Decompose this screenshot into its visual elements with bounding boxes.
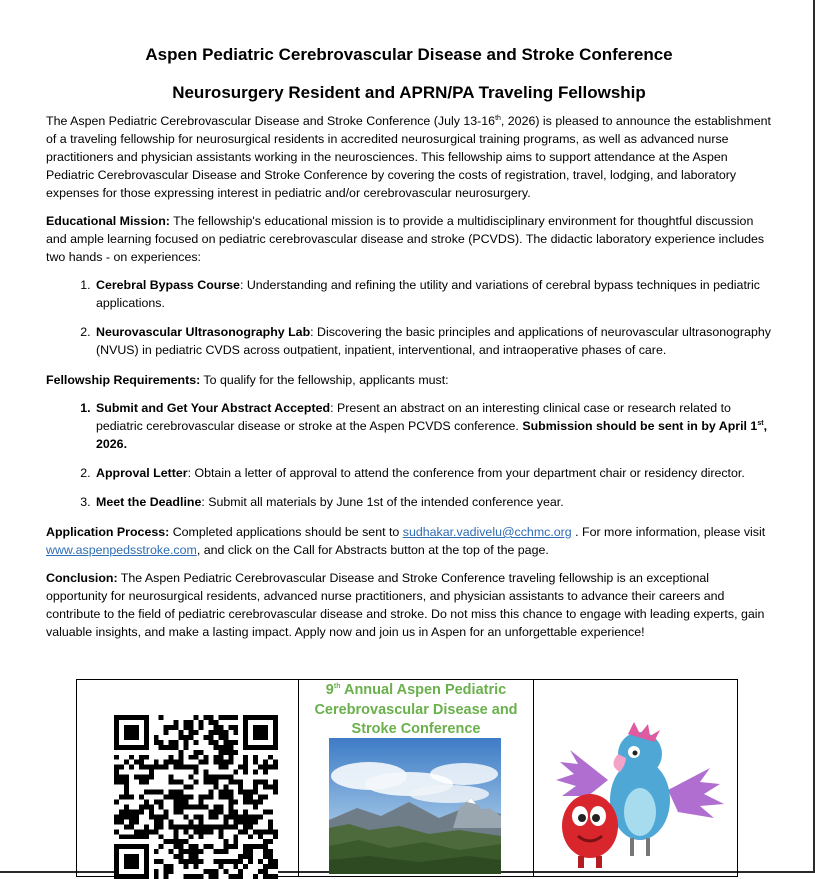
image-table [76, 679, 738, 877]
document-title: Aspen Pediatric Cerebrovascular Disease and Stroke Conference [145, 45, 673, 64]
mountain-photo [329, 738, 501, 874]
list-item-text: : Discovering the basic principles and applications of neurovascular ultrasonography (NVUS) in pediatric CVDS across outpatient, inpatient, interventional, and intraoperative phases of care. [96, 325, 771, 357]
document-body [46, 44, 772, 651]
mission-text: The fellowship's educational mission is to provide a multidisciplinary environment for thoughtful discussion and ample learning focused on pediatric cerebrovascular disease and stroke (PCVDS). The didactic laboratory experience includes two hands - on experiences: [46, 214, 765, 264]
requirements-paragraph [46, 371, 772, 389]
intro-text-b: , 2026) is pleased to announce the establishment of a traveling fellowship for neurosurgical residents in accredited neurosurgical training programs, as well as advanced nurse practitioners and physician assistants working in the neurosciences. This fellowship aims to support attendance at the Aspen Pediatric Cerebrovascular Disease and Stroke Conference by covering the costs of registration, travel, lodging, and laboratory expenses for those expressing interest in pediatric and/or cerebrovascular neurosurgery. [46, 114, 771, 200]
banner-number: 9 [325, 682, 334, 698]
conference-banner-title [299, 681, 533, 740]
conclusion-text: The Aspen Pediatric Cerebrovascular Disease and Stroke Conference traveling fellowship is an exceptional opportunity for neurosurgical residents, advanced nurse practitioners, and physician assistants to advance their careers and contribute to the field of pediatric cerebrovascular disease and stroke. Do not miss this chance to engage with leading experts, gain valuable insights, and make a lasting impact. Apply now and join us in Aspen for an unforgettable experience! [46, 571, 765, 639]
application-text-b: . For more information, please visit [571, 525, 766, 539]
document-subtitle: Neurosurgery Resident and APRN/PA Traveling Fellowship [172, 83, 646, 102]
qr-code[interactable] [114, 715, 278, 879]
list-item [94, 276, 772, 312]
qr-cell [77, 680, 299, 876]
mission-paragraph [46, 212, 772, 266]
list-item-label: Submit and Get Your Abstract Accepted [96, 401, 331, 415]
list-item [94, 399, 772, 453]
mission-list [46, 276, 772, 359]
banner-line2: Cerebrovascular Disease and [314, 701, 518, 718]
website-link[interactable]: www.aspenpedsstroke.com [46, 543, 197, 557]
list-item-label: Approval Letter [96, 466, 188, 480]
banner-line3: Stroke Conference [351, 721, 481, 737]
list-item-text: : Understanding and refining the utility and variations of cerebral bypass techniques in pediatric applications. [96, 278, 760, 310]
list-item [94, 464, 772, 482]
deadline-sup: st [757, 419, 764, 427]
list-item-text: : Present an abstract on an interesting clinical case or research related to pediatric cerebrovascular disease or stroke at the Aspen PCVDS conference. [96, 401, 731, 433]
requirements-list [46, 399, 772, 511]
requirements-label: Fellowship Requirements: [46, 373, 201, 387]
banner-cell [299, 680, 534, 876]
banner-sup: th [333, 683, 341, 691]
list-item-label: Neurovascular Ultrasonography Lab [96, 325, 311, 339]
list-item [94, 323, 772, 359]
intro-text-a: The Aspen Pediatric Cerebrovascular Disease and Stroke Conference (July 13-16 [46, 114, 496, 128]
list-item-text: : Obtain a letter of approval to attend the conference from your department chair or residency director. [187, 466, 745, 480]
deadline-text-b: , 2026. [96, 419, 768, 451]
application-text-a: Completed applications should be sent to [169, 525, 403, 539]
email-link[interactable]: sudhakar.vadivelu@cchmc.org [402, 525, 572, 539]
conclusion-label: Conclusion: [46, 571, 118, 585]
deadline-text-a: Submission should be sent in by April 1 [522, 419, 758, 433]
mascot-illustration [548, 720, 728, 872]
banner-line1: Annual Aspen Pediatric [340, 682, 507, 698]
list-item-label: Cerebral Bypass Course [96, 278, 240, 292]
application-text-c: , and click on the Call for Abstracts button at the top of the page. [196, 543, 549, 557]
application-label: Application Process: [46, 525, 170, 539]
list-item-label: Meet the Deadline [96, 495, 202, 509]
intro-paragraph [46, 112, 772, 202]
list-item [94, 493, 772, 511]
conclusion-paragraph [46, 569, 772, 641]
application-paragraph [46, 523, 772, 559]
list-item-text: : Submit all materials by June 1st of the intended conference year. [201, 495, 564, 509]
requirements-text: To qualify for the fellowship, applicants must: [200, 373, 449, 387]
mascot-cell [534, 680, 737, 876]
intro-sup: th [495, 114, 501, 122]
mission-label: Educational Mission: [46, 214, 170, 228]
